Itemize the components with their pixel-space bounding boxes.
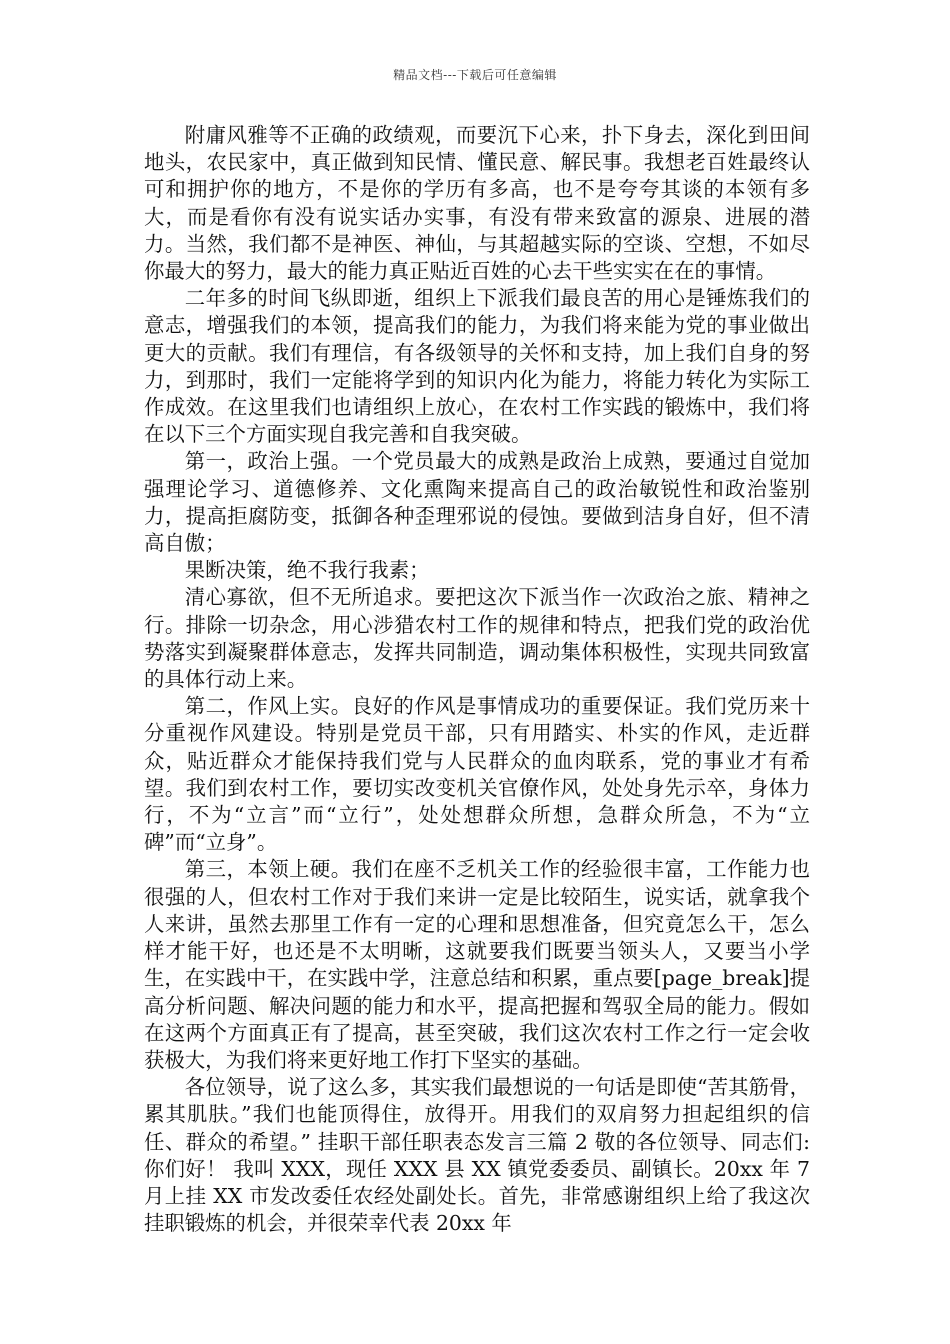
paragraph-6: 第二，作风上实。良好的作风是事情成功的重要保证。我们党历来十分重视作风建设。特别是党员干部，只有用踏实、朴实的作风，走近群众，贴近群众才能保持我们党与人民群众的血肉联系，党的事业才有希望。我们到农村工作，要切实改变机关官僚作风，处处身先示卒，身体力行，不为“立言”而“立行”，处处想群众所想，急群众所急，不为“立碑”而“立身”。	[144, 694, 810, 855]
paragraph-1: 附庸风雅等不正确的政绩观，而要沉下心来，扑下身去，深化到田间地头，农民家中，真正做到知民情、懂民意、解民事。我想老百姓最终认可和拥护你的地方，不是你的学历有多高，也不是夸夸其谈的本领有多大，而是看你有没有说实话办实事，有没有带来致富的源泉、进展的潜力。当然，我们都不是神医、神仙，与其超越实际的空谈、空想，不如尽你最大的努力，最大的能力真正贴近百姓的心去干些实实在在的事情。	[144, 123, 810, 284]
paragraph-5: 清心寡欲，但不无所追求。要把这次下派当作一次政治之旅、精神之行。排除一切杂念，用心涉猎农村工作的规律和特点，把我们党的政治优势落实到凝聚群体意志，发挥共同制造，调动集体积极性，实现共同致富的具体行动上来。	[144, 585, 810, 692]
paragraph-3: 第一，政治上强。一个党员最大的成熟是政治上成熟，要通过自觉加强理论学习、道德修养、文化熏陶来提高自己的政治敏锐性和政治鉴别力，提高拒腐防变，抵御各种歪理邪说的侵蚀。要做到洁身自好，但不清高自傲；	[144, 449, 810, 556]
paragraph-4: 果断决策，绝不我行我素；	[184, 558, 430, 583]
paragraph-7: 第三，本领上硬。我们在座不乏机关工作的经验很丰富，工作能力也很强的人，但农村工作对于我们来讲一定是比较陌生，说实话，就拿我个人来讲，虽然去那里工作有一定的心理和思想准备，但究竟怎么干，怎么样才能干好，也还是不太明晰，这就要我们既要当领头人，又要当小学生，在实践中干，在实践中学，注意总结和积累，重点要[page_break]提高分析问题、解决问题的能力和水平，提高把握和驾驭全局的能力。假如在这两个方面真正有了提高，甚至突破，我们这次农村工作之行一定会收获极大，为我们将来更好地工作打下坚实的基础。	[144, 857, 810, 1072]
paragraph-2: 二年多的时间飞纵即逝，组织上下派我们最良苦的用心是锤炼我们的意志，增强我们的本领，提高我们的能力，为我们将来能为党的事业做出更大的贡献。我们有理信，有各级领导的关怀和支持，加上我们自身的努力，到那时，我们一定能将学到的知识内化为能力，将能力转化为实际工作成效。在这里我们也请组织上放心，在农村工作实践的锻炼中，我们将在以下三个方面实现自我完善和自我突破。	[144, 286, 810, 447]
document-body	[144, 122, 810, 1237]
page-header: 精品文档---下载后可任意编辑	[393, 68, 557, 82]
paragraph-8: 各位领导，说了这么多，其实我们最想说的一句话是即使“苦其筋骨，累其肌肤。”我们也能顶得住，放得开。用我们的双肩努力担起组织的信任、群众的希望。” 挂职干部任职表态发言三篇 2 敬的各位领导、同志们: 你们好！ 我叫 XXX，现任 XXX 县 XX 镇党委委员、副镇长。20xx 年 7 月上挂 XX 市发改委任农经处副处长。首先，非常感谢组织上给了我这次挂职锻炼的机会，并很荣幸代表 20xx 年	[144, 1075, 810, 1236]
